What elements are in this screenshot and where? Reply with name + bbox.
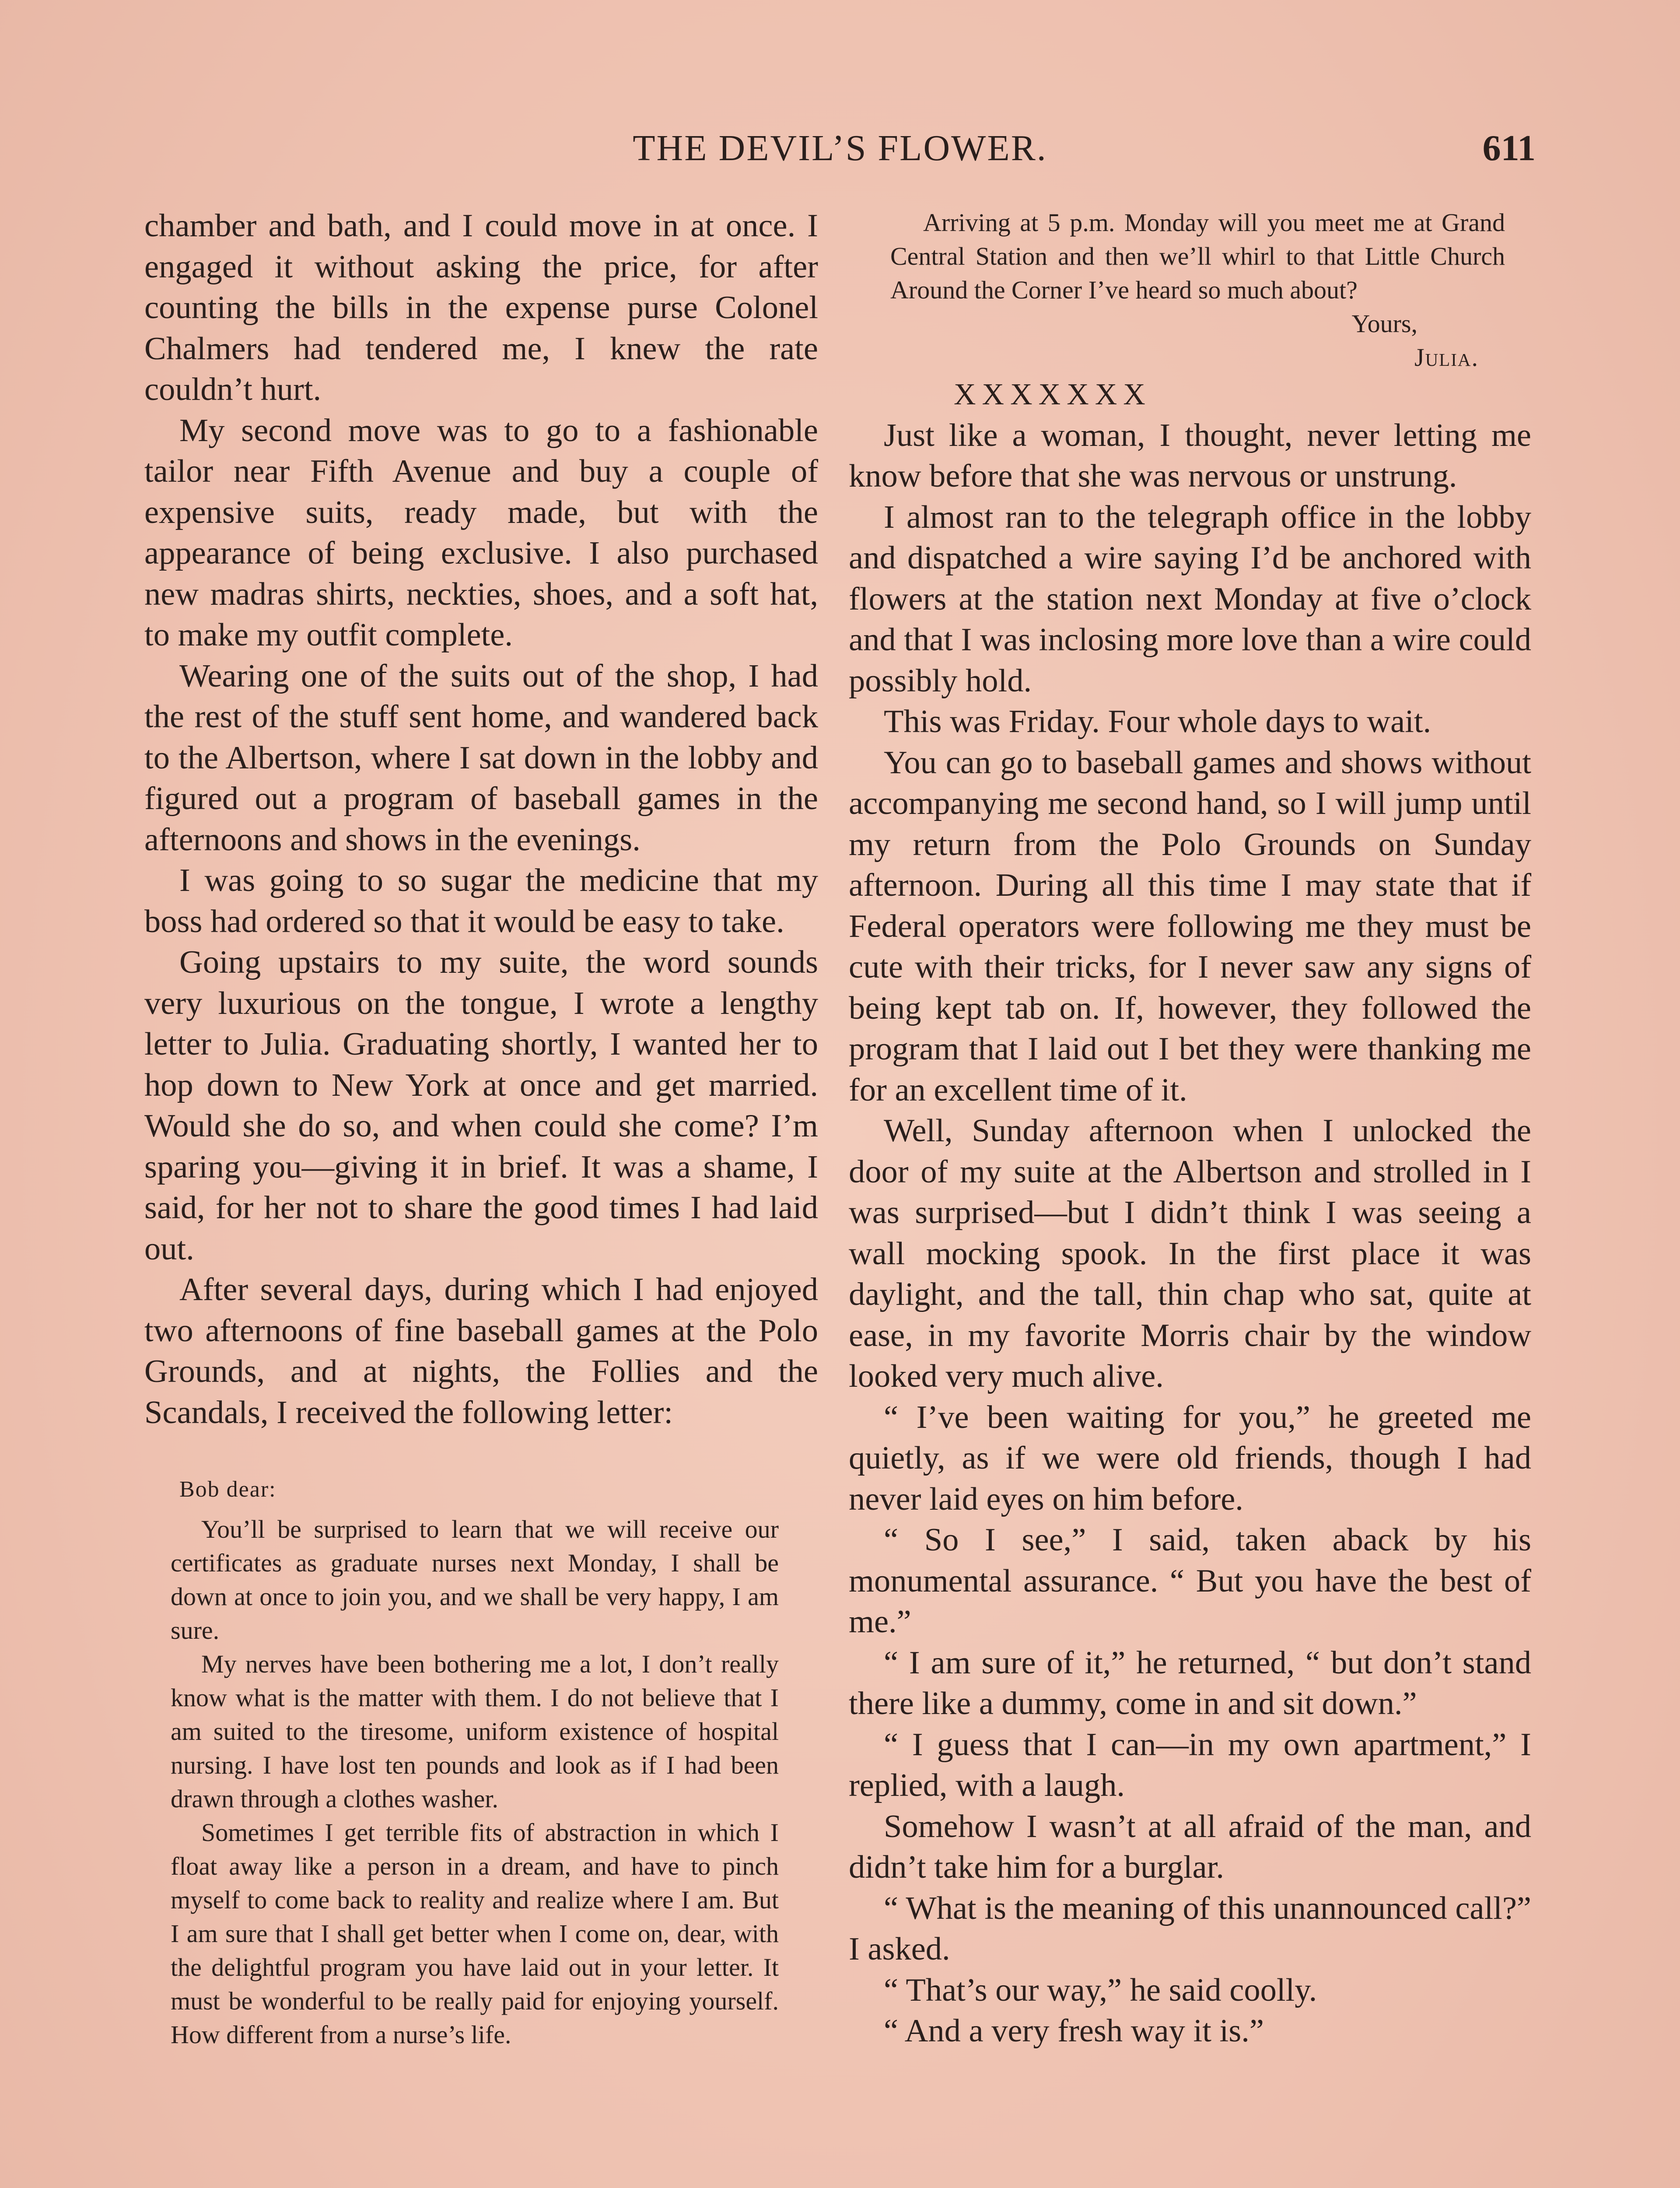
paragraph: My second move was to go to a fashionable tailor near Fifth Avenue and buy a couple of expensive suits, ready made, but with the appearance of being exclusive. I also purchased new madras shirts, neckties, shoes, and a soft hat, to make my outfit complete. <box>144 412 818 653</box>
paragraph: “ And a very fresh way it is.” <box>884 2013 1264 2049</box>
page-header <box>144 127 1536 175</box>
letter-paragraph: You’ll be surprised to learn that we will receive our certificates as graduate nurses next Monday, I shall be down at once to join you, and we shall be very happy, I am sure. <box>171 1515 779 1645</box>
letter-paragraph: Arriving at 5 p.m. Monday will you meet me at Grand Central Station and then we’ll whirl to that Little Church Around the Corner I’ve heard so much about? <box>890 208 1505 304</box>
paragraph: Wearing one of the suits out of the shop, I had the rest of the stuff sent home, and wandered back to the Albertson, where I sat down in the lobby and figured out a program of baseball games in the afternoons and shows in the evenings. <box>144 658 818 858</box>
letter-salutation: Bob dear: <box>179 1477 276 1502</box>
letter-signoff <box>849 307 1531 374</box>
paragraph: Just like a woman, I thought, never letting me know before that she was nervous or unstrung. <box>849 417 1531 494</box>
paragraph: I almost ran to the telegraph office in the lobby and dispatched a wire saying I’d be anchored with flowers at the station next Monday at five o’clock and that I was inclosing more love than a wire could possibly hold. <box>849 499 1531 699</box>
paragraph: I was going to so sugar the medicine that my boss had ordered so that it would be easy to take. <box>144 863 818 940</box>
letter-signature: Julia. <box>1414 343 1479 372</box>
paragraph: “ I’ve been waiting for you,” he greeted me quietly, as if we were old friends, though I had never laid eyes on him before. <box>849 1399 1531 1517</box>
paragraph: After several days, during which I had enjoyed two afternoons of fine baseball games at the Polo Grounds, and at nights, the Follies and the Scandals, I received the following letter: <box>144 1272 818 1431</box>
left-column <box>144 206 818 2051</box>
paragraph: chamber and bath, and I could move in at once. I engaged it without asking the price, for after counting the bills in the expense purse Colonel Chalmers had tendered me, I knew the rate couldn’t hurt. <box>144 208 818 407</box>
paragraph: This was Friday. Four whole days to wait. <box>884 704 1432 740</box>
paragraph: “ What is the meaning of this unannounced call?” I asked. <box>849 1890 1531 1967</box>
running-title: THE DEVIL’S FLOWER. <box>633 128 1047 168</box>
letter-closing: Yours, <box>1351 309 1418 338</box>
paragraph: “ That’s our way,” he said coolly. <box>884 1972 1317 2008</box>
paragraph: You can go to baseball games and shows without accompanying me second hand, so I will jump until my return from the Polo Grounds on Sunday afternoon. During all this time I may state that if Federal operators were following me they must be cute with their tricks, for I never saw any signs of being kept tab on. If, however, they followed the program that I laid out I bet they were thanking me for an excellent time of it. <box>849 744 1531 1108</box>
paragraph: “ I am sure of it,” he returned, “ but don’t stand there like a dummy, come in and sit down.” <box>849 1645 1531 1722</box>
letter-continuation <box>849 206 1531 307</box>
section-divider: XXXXXXX <box>954 378 1152 411</box>
paragraph: “ I guess that I can—in my own apartment,” I replied, with a laugh. <box>849 1726 1531 1803</box>
letter-paragraph: My nerves have been bothering me a lot, I don’t really know what is the matter with them. I do not believe that I am suited to the tiresome, uniform existence of hospital nursing. I have lost ten pounds and look as if I had been drawn through a clothes washer. <box>171 1650 779 1813</box>
paragraph: Well, Sunday afternoon when I unlocked the door of my suite at the Albertson and strolled in I was surprised—but I didn’t think I was seeing a wall mocking spook. In the first place it was daylight, and the tall, thin chap who sat, quite at ease, in my favorite Morris chair by the window looked very much alive. <box>849 1113 1531 1394</box>
page-number: 611 <box>1482 128 1536 168</box>
letter-paragraph: Sometimes I get terrible fits of abstraction in which I float away like a person in a dream, and have to pinch myself to come back to reality and realize where I am. But I am sure that I shall get better when I come on, dear, with the delightful program you have laid out in your letter. It must be wonderful to be really paid for enjoying yourself. How different from a nurse’s life. <box>171 1818 779 2049</box>
paragraph: “ So I see,” I said, taken aback by his monumental assurance. “ But you have the best of me.” <box>849 1522 1531 1640</box>
letter-block <box>144 1473 818 2051</box>
paragraph: Going upstairs to my suite, the word sounds very luxurious on the tongue, I wrote a lengthy letter to Julia. Graduating shortly, I wanted her to hop down to New York at once and get married. Would she do so, and when could she come? I’m sparing you—giving it in brief. It was a shame, I said, for her not to share the good times I had laid out. <box>144 944 818 1267</box>
paragraph: Somehow I wasn’t at all afraid of the man, and didn’t take him for a burglar. <box>849 1808 1531 1885</box>
right-column <box>849 206 1531 2052</box>
